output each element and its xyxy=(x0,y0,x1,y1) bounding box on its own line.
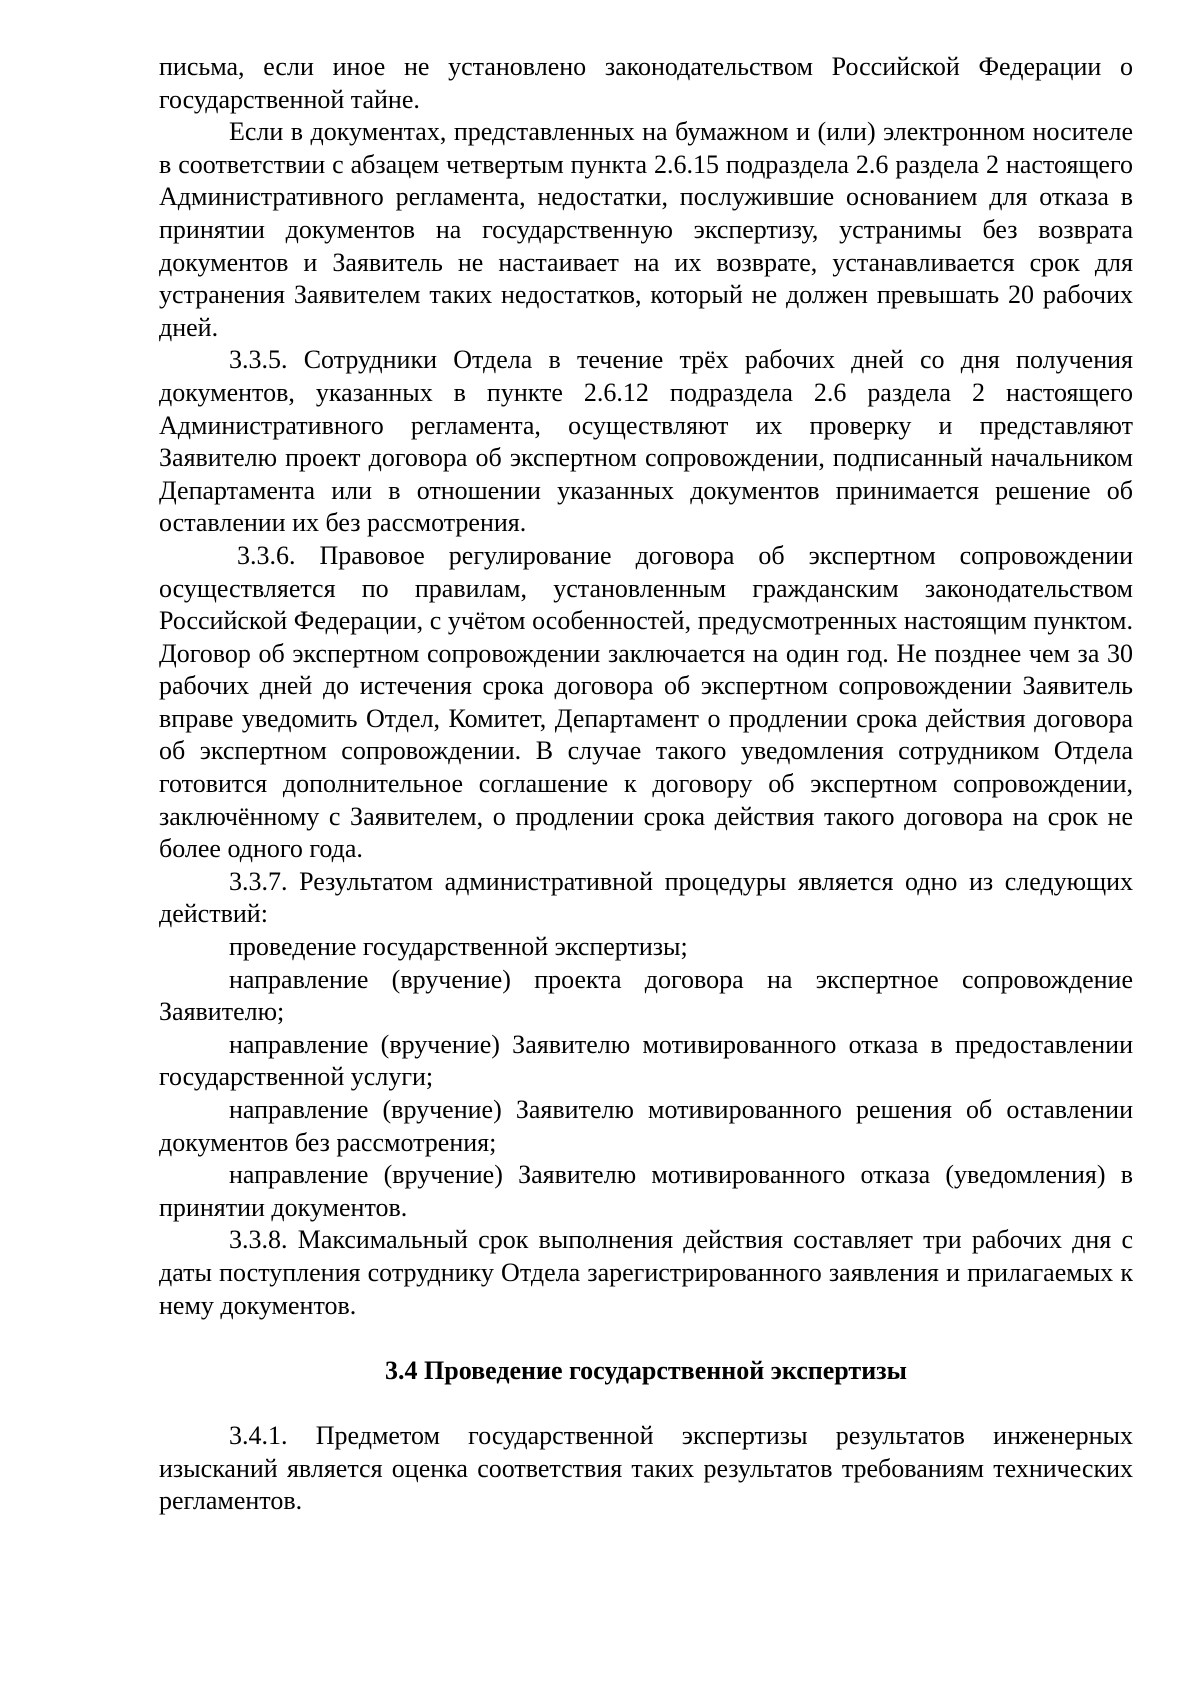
paragraph-3-3-5: 3.3.5. Сотрудники Отдела в течение трёх рабочих дней со дня получения документов, указанных в пункте 2.6.12 подраздела 2.6 раздела 2 настоящего Административного регламента, осуществляют их проверку и представляют Заявителю проект договора об экспертном сопровождении, подписанный начальником Департамента или в отношении указанных документов принимается решение об оставлении их без рассмотрения. xyxy=(159,345,1133,538)
list-item-no-review: направление (вручение) Заявителю мотивированного решения об оставлении документов без рассмотрения; xyxy=(159,1095,1133,1157)
list-item-expertise: проведение государственной экспертизы; xyxy=(229,932,688,962)
list-item-contract-draft: направление (вручение) проекта договора на экспертное сопровождение Заявителю; xyxy=(159,964,1133,1027)
document-body xyxy=(159,51,1133,1518)
list-item-refusal-acceptance: направление (вручение) Заявителю мотивированного отказа (уведомления) в принятии документов. xyxy=(159,1160,1133,1222)
paragraph-continuation: письма, если иное не установлено законодательством Российской Федерации о государственной тайне. xyxy=(159,52,1133,114)
section-heading: 3.4 Проведение государственной экспертизы xyxy=(385,1355,907,1385)
list-item-refusal-service: направление (вручение) Заявителю мотивированного отказа в предоставлении государственной услуги; xyxy=(159,1029,1133,1092)
paragraph-3-4-1: 3.4.1. Предметом государственной экспертизы результатов инженерных изысканий является оценка соответствия таких результатов требованиям технических регламентов. xyxy=(159,1420,1133,1516)
paragraph-3-3-7: 3.3.7. Результатом административной процедуры является одно из следующих действий: xyxy=(159,866,1133,929)
paragraph-deficiencies: Если в документах, представленных на бумажном и (или) электронном носителе в соответствии с абзацем четвертым пункта 2.6.15 подраздела 2.6 раздела 2 настоящего Административного регламента, недостатки, послужившие основанием для отказа в принятии документов на государственную экспертизу, устранимы без возврата документов и Заявитель не настаивает на их возврате, устанавливается срок для устранения Заявителем таких недостатков, который не должен превышать 20 рабочих дней. xyxy=(159,117,1133,342)
paragraph-3-3-6: 3.3.6. Правовое регулирование договора об экспертном сопровождении осуществляется по правилам, установленным гражданским законодательством Российской Федерации, с учётом особенностей, предусмотренных настоящим пунктом. Договор об экспертном сопровождении заключается на один год. Не позднее чем за 30 рабочих дней до истечения срока договора об экспертном сопровождении Заявитель вправе уведомить Отдел, Комитет, Департамент о продлении срока действия договора об экспертном сопровождении. В случае такого уведомления сотрудником Отдела готовится дополнительное соглашение к договору об экспертном сопровождении, заключённому с Заявителем, о продлении срока действия такого договора на срок не более одного года. xyxy=(159,540,1133,864)
paragraph-3-3-8: 3.3.8. Максимальный срок выполнения действия составляет три рабочих дня с даты поступления сотруднику Отдела зарегистрированного заявления и прилагаемых к нему документов. xyxy=(159,1225,1133,1320)
